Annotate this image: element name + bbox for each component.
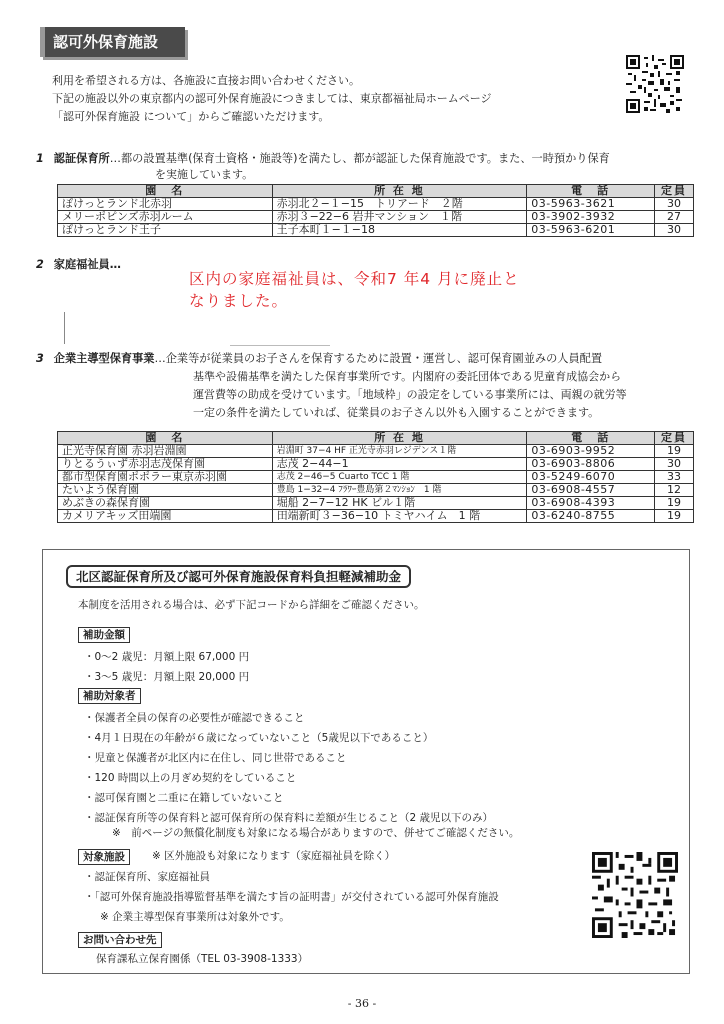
- list-item: ・認証保育所、家庭福祉員: [84, 871, 210, 883]
- list-item: ・認可保育園と二重に在籍していないこと: [84, 792, 284, 804]
- section3-number: 3: [36, 352, 44, 365]
- table-row: [58, 224, 694, 237]
- divider: [64, 312, 65, 344]
- contact-label: お問い合わせ先: [78, 932, 162, 948]
- facility-name: 都市型保育園ポポラー東京赤羽園: [58, 471, 273, 484]
- col-header-name: 園 名: [58, 185, 273, 198]
- facility-name: メリーポピンズ赤羽ルーム: [58, 211, 273, 224]
- table-row: [58, 198, 694, 211]
- table-row: [58, 497, 694, 510]
- facility-address: 堀船 2−7−12 HK ビル１階: [272, 497, 527, 510]
- col-header-phone: 電 話: [527, 432, 655, 445]
- list-item: ・児童と保護者が北区内に在住し、同じ世帯であること: [84, 752, 347, 764]
- facility-phone: 03-6908-4393: [527, 497, 655, 510]
- section2-number: 2: [36, 258, 44, 271]
- facility-capacity: 30: [655, 198, 694, 211]
- facility-address: 田端新町３−36−10 トミヤハイム 1 階: [272, 510, 527, 523]
- section1-title: 認証保育所: [53, 152, 110, 165]
- col-header-address: 所 在 地: [272, 185, 527, 198]
- facility-address: 赤羽３−22−6 岩井マンション １階: [272, 211, 527, 224]
- list-item: ・認証保育所等の保育料と認可保育所の保育料に差額が生じること（2 歳児以下のみ）: [84, 812, 494, 824]
- desc-line: 一定の条件を満たしていれば、従業員のお子さん以外も入園することができます。: [193, 406, 600, 419]
- qr-code-tokyo-welfare[interactable]: [626, 55, 684, 113]
- intro-line: 「認可外保育施設 について」からご確認いただけます。: [52, 110, 330, 123]
- facility-capacity: 19: [655, 497, 694, 510]
- section1-table: [57, 184, 694, 237]
- facility-name: ぽけっとランド北赤羽: [58, 198, 273, 211]
- facility-address: 志茂 2−46−5 Cuarto TCC 1 階: [272, 471, 527, 484]
- section3-table: [57, 431, 694, 523]
- facility-address: 赤羽北２−１−15 トリアード ２階: [272, 198, 527, 211]
- desc-line: 基準や設備基準を満たした保育事業所です。内閣府の委託団体である児童育成協会から: [193, 370, 622, 383]
- amount-list: [84, 647, 249, 687]
- facility-address: 岩淵町 37−4 HF 正光寺赤羽レジデンス１階: [272, 445, 527, 458]
- facility-name: カメリアキッズ田端園: [58, 510, 273, 523]
- notice-line: なりました。: [189, 292, 289, 310]
- facility-capacity: 30: [655, 458, 694, 471]
- notice-line: 区内の家庭福祉員は、令和7 年4 月に廃止と: [189, 270, 520, 288]
- col-header-name: 園 名: [58, 432, 273, 445]
- table-row: [58, 211, 694, 224]
- table-header-row: [58, 432, 694, 445]
- facility-phone: 03-6908-4557: [527, 484, 655, 497]
- table-header-row: [58, 185, 694, 198]
- section1-desc: …都の設置基準(保育士資格・施設等)を満たし、都が認証した保育施設です。また、一時預かり保育: [109, 152, 610, 165]
- col-header-phone: 電 話: [527, 185, 655, 198]
- section3-heading: [36, 350, 602, 368]
- list-item: ・4月１日現在の年齢が６歳になっていないこと（5歳児以下であること）: [84, 732, 434, 744]
- facility-capacity: 33: [655, 471, 694, 484]
- divider: [230, 345, 330, 346]
- section1-desc-cont: を実施しています。: [155, 168, 254, 181]
- facility-phone: 03-5963-6201: [527, 224, 655, 237]
- target-list: [84, 708, 493, 828]
- table-row: [58, 484, 694, 497]
- facility-list: [84, 867, 499, 907]
- page-number: - 36 -: [347, 997, 377, 1010]
- col-header-address: 所 在 地: [272, 432, 527, 445]
- facility-phone: 03-3902-3932: [527, 211, 655, 224]
- target-note: ※ 前ページの無償化制度も対象になる場合がありますので、併せてご確認ください。: [112, 827, 520, 839]
- facility-capacity: 19: [655, 510, 694, 523]
- facility-capacity: 12: [655, 484, 694, 497]
- facility-note: ※ 区外施設も対象になります（家庭福祉員を除く）: [152, 850, 396, 862]
- intro-text: [52, 72, 492, 126]
- section2-notice: [189, 268, 520, 312]
- section2-heading: [36, 256, 121, 274]
- facility-phone: 03-5249-6070: [527, 471, 655, 484]
- facility-address: 志茂 2−44−1: [272, 458, 527, 471]
- facility-phone: 03-5963-3621: [527, 198, 655, 211]
- facility-name: ぽけっとランド王子: [58, 224, 273, 237]
- amount-label: 補助金額: [78, 627, 130, 643]
- list-item: ・0〜2 歳児：月額上限 67,000 円: [84, 651, 250, 663]
- section3-title: 企業主導型保育事業: [53, 352, 155, 365]
- facility-sub-note: ※ 企業主導型保育事業所は対象外です。: [100, 911, 290, 923]
- target-label: 補助対象者: [78, 688, 141, 704]
- facility-capacity: 19: [655, 445, 694, 458]
- list-item: ・保護者全員の保育の必要性が確認できること: [84, 712, 305, 724]
- section1-heading: [36, 150, 610, 168]
- list-item: ・「認可外保育施設指導監督基準を満たす旨の証明書」が交付されている認可外保育施設: [84, 891, 499, 903]
- col-header-capacity: 定員: [655, 432, 694, 445]
- section3-desc-cont: [193, 368, 627, 422]
- section3-desc: …企業等が従業員のお子さんを保育するために設置・運営し、認可保育園並みの人員配置: [154, 352, 603, 365]
- subsidy-intro: 本制度を活用される場合は、必ず下記コードから詳細をご確認ください。: [78, 599, 425, 611]
- table-row: [58, 510, 694, 523]
- section1-number: 1: [36, 152, 44, 165]
- page-title: 認可外保育施設: [40, 27, 185, 57]
- facility-phone: 03-6903-9952: [527, 445, 655, 458]
- facility-phone: 03-6240-8755: [527, 510, 655, 523]
- facility-capacity: 27: [655, 211, 694, 224]
- facility-capacity: 30: [655, 224, 694, 237]
- qr-code-icon: [626, 55, 684, 113]
- qr-code-subsidy[interactable]: [592, 852, 678, 938]
- facility-phone: 03-6903-8806: [527, 458, 655, 471]
- facility-name: めぶきの森保育園: [58, 497, 273, 510]
- list-item: ・3〜5 歳児：月額上限 20,000 円: [84, 671, 250, 683]
- facility-label: 対象施設: [78, 849, 130, 865]
- facility-name: りとるうぃず赤羽志茂保育園: [58, 458, 273, 471]
- table-row: [58, 458, 694, 471]
- facility-address: 王子本町１−１−18: [272, 224, 527, 237]
- list-item: ・120 時間以上の月ぎめ契約をしていること: [84, 772, 297, 784]
- contact-info: 保育課私立保育園係（TEL 03-3908-1333）: [96, 953, 309, 965]
- qr-code-icon: [592, 852, 678, 938]
- intro-line: 利用を希望される方は、各施設に直接お問い合わせください。: [52, 74, 360, 87]
- col-header-capacity: 定員: [655, 185, 694, 198]
- table-row: [58, 471, 694, 484]
- facility-name: たいよう保育園: [58, 484, 273, 497]
- subsidy-title: 北区認証保育所及び認可外保育施設保育料負担軽減補助金: [66, 565, 411, 588]
- facility-name: 正光寺保育園 赤羽岩淵園: [58, 445, 273, 458]
- desc-line: 運営費等の助成を受けています。「地域枠」の設定をしている事業所には、両親の就労等: [193, 388, 627, 401]
- table-row: [58, 445, 694, 458]
- facility-address: 豊島 1−32−4 ﾌﾗﾜｰ豊島第２ﾏﾝｼｮﾝ 1 階: [272, 484, 527, 497]
- intro-line: 下記の施設以外の東京都内の認可外保育施設につきましては、東京都福祉局ホームページ: [52, 92, 492, 105]
- section2-title: 家庭福祉員…: [53, 258, 121, 271]
